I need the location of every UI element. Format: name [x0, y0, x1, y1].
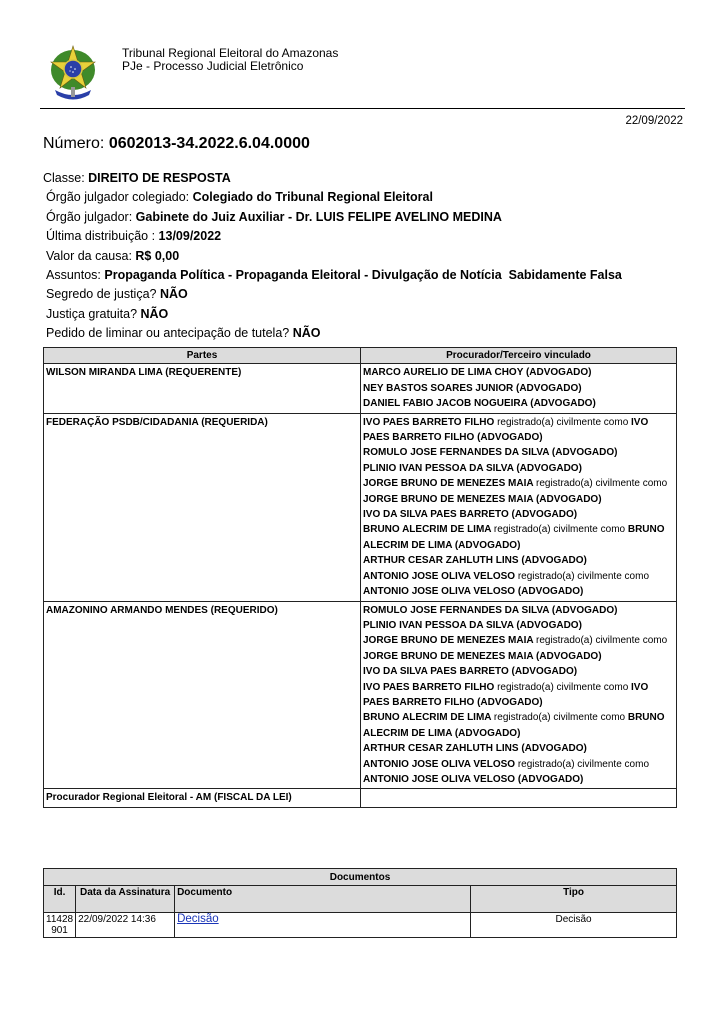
- procuradores-cell: [361, 789, 677, 807]
- field-label: Valor da causa:: [46, 248, 136, 263]
- procuradores-cell: [361, 601, 677, 789]
- table-row: [44, 413, 677, 601]
- field-justica-gratuita: [46, 305, 622, 324]
- procurador-entry: PLINIO IVAN PESSOA DA SILVA (ADVOGADO): [363, 462, 582, 474]
- procurador-entry: [363, 415, 674, 446]
- system-name: PJe - Processo Judicial Eletrônico: [122, 59, 304, 73]
- table-row: [44, 601, 677, 789]
- procurador-entry: ARTHUR CESAR ZAHLUTH LINS (ADVOGADO): [363, 555, 587, 567]
- documentos-title: Documentos: [44, 869, 677, 886]
- procuradores-cell: [361, 364, 677, 413]
- procurador-entry: [363, 476, 674, 507]
- procurador-name: ANTONIO JOSE OLIVA VELOSO: [363, 758, 518, 770]
- registro-civil-note: registrado(a) civilmente como: [497, 681, 632, 693]
- procurador-entry: IVO DA SILVA PAES BARRETO (ADVOGADO): [363, 666, 578, 678]
- registro-civil-note: registrado(a) civilmente como: [517, 570, 650, 582]
- procurador-civil-name: BRUNO ALECRIM DE LIMA (ADVOGADO): [363, 524, 665, 551]
- procurador-name: IVO PAES BARRETO FILHO: [363, 416, 498, 428]
- field-classe: [43, 169, 622, 188]
- field-label: Última distribuição :: [46, 229, 159, 244]
- column-header-documento: Documento: [175, 886, 471, 913]
- parte-name: AMAZONINO ARMANDO MENDES (REQUERIDO): [44, 601, 361, 789]
- process-metadata: [43, 169, 622, 344]
- document-type: Decisão: [471, 913, 677, 938]
- procurador-entry: ROMULO JOSE FERNANDES DA SILVA (ADVOGADO): [363, 447, 618, 459]
- process-number-label: Número:: [43, 135, 105, 152]
- procurador-civil-name: BRUNO ALECRIM DE LIMA (ADVOGADO): [363, 712, 665, 739]
- field-value: Gabinete do Juiz Auxiliar - Dr. LUIS FELIPE AVELINO MEDINA: [135, 209, 502, 224]
- procurador-entry: MARCO AURELIO DE LIMA CHOY (ADVOGADO): [363, 367, 592, 379]
- parte-name: Procurador Regional Eleitoral - AM (FISCAL DA LEI): [44, 789, 361, 807]
- procurador-entry: PLINIO IVAN PESSOA DA SILVA (ADVOGADO): [363, 619, 582, 631]
- registro-civil-note: registrado(a) civilmente como: [535, 635, 668, 647]
- field-orgao-julgador: [46, 208, 622, 227]
- partes-header-row: [44, 348, 677, 364]
- header-divider: [40, 108, 685, 109]
- procurador-entry: [363, 757, 674, 788]
- field-value: NÃO: [159, 287, 188, 302]
- procurador-name: IVO PAES BARRETO FILHO: [363, 681, 498, 693]
- documentos-table: [43, 868, 677, 938]
- procurador-civil-name: ANTONIO JOSE OLIVA VELOSO (ADVOGADO): [363, 586, 584, 598]
- print-date: 22/09/2022: [625, 115, 683, 127]
- field-label: Segredo de justiça?: [46, 287, 160, 302]
- procurador-name: JORGE BRUNO DE MENEZES MAIA: [363, 478, 536, 490]
- procurador-civil-name: IVO PAES BARRETO FILHO (ADVOGADO): [363, 416, 649, 444]
- parte-name: WILSON MIRANDA LIMA (REQUERENTE): [44, 364, 361, 413]
- registro-civil-note: registrado(a) civilmente como: [535, 478, 668, 490]
- field-label: Justiça gratuita?: [46, 306, 141, 321]
- documentos-header-row: [44, 886, 677, 913]
- document-id: [44, 913, 76, 938]
- document-id-part2: 901: [51, 925, 68, 936]
- procurador-entry: NEY BASTOS SOARES JUNIOR (ADVOGADO): [363, 382, 582, 394]
- field-value: NÃO: [292, 326, 321, 341]
- field-value: Propaganda Política - Propaganda Eleitoral - Divulgação de Notícia Sabidamente Falsa: [104, 267, 622, 282]
- field-label: Pedido de liminar ou antecipação de tutela?: [46, 326, 293, 341]
- document-link[interactable]: Decisão: [177, 913, 219, 925]
- table-row: [44, 789, 677, 807]
- parte-name: FEDERAÇÃO PSDB/CIDADANIA (REQUERIDA): [44, 413, 361, 601]
- institution-block: [122, 47, 338, 73]
- process-number: [43, 135, 310, 153]
- field-label: Órgão julgador colegiado:: [46, 190, 193, 205]
- field-value: 13/09/2022: [158, 229, 222, 244]
- field-value: R$ 0,00: [135, 248, 180, 263]
- partes-table: [43, 347, 677, 808]
- field-label: Assuntos:: [46, 267, 105, 282]
- field-assuntos: [46, 266, 622, 285]
- field-value: Colegiado do Tribunal Regional Eleitoral: [192, 190, 433, 205]
- column-header-data-assinatura: Data da Assinatura: [76, 886, 175, 913]
- procurador-entry: [363, 522, 674, 553]
- table-row: [44, 364, 677, 413]
- procurador-civil-name: ANTONIO JOSE OLIVA VELOSO (ADVOGADO): [363, 773, 584, 785]
- procurador-name: BRUNO ALECRIM DE LIMA: [363, 712, 494, 724]
- column-header-partes: Partes: [44, 348, 361, 364]
- procurador-entry: DANIEL FABIO JACOB NOGUEIRA (ADVOGADO): [363, 398, 596, 410]
- procurador-name: ANTONIO JOSE OLIVA VELOSO: [363, 570, 518, 582]
- column-header-tipo: Tipo: [471, 886, 677, 913]
- institution-name: Tribunal Regional Eleitoral do Amazonas: [122, 46, 339, 60]
- table-row: [44, 913, 677, 938]
- procurador-civil-name: JORGE BRUNO DE MENEZES MAIA (ADVOGADO): [363, 650, 602, 662]
- registro-civil-note: registrado(a) civilmente como: [493, 524, 628, 536]
- field-segredo-justica: [46, 285, 622, 304]
- procurador-entry: ARTHUR CESAR ZAHLUTH LINS (ADVOGADO): [363, 743, 587, 755]
- column-header-procurador: Procurador/Terceiro vinculado: [361, 348, 677, 364]
- procurador-civil-name: IVO PAES BARRETO FILHO (ADVOGADO): [363, 681, 649, 708]
- procurador-entry: [363, 569, 674, 600]
- procurador-entry: [363, 710, 674, 741]
- procuradores-cell: [361, 413, 677, 601]
- documentos-title-row: [44, 869, 677, 886]
- procurador-entry: ROMULO JOSE FERNANDES DA SILVA (ADVOGADO): [363, 604, 618, 616]
- field-label: Classe:: [43, 171, 89, 185]
- registro-civil-note: registrado(a) civilmente como: [497, 416, 632, 428]
- procurador-entry: [363, 633, 674, 664]
- procurador-civil-name: JORGE BRUNO DE MENEZES MAIA (ADVOGADO): [363, 493, 602, 505]
- process-number-value: 0602013-34.2022.6.04.0000: [108, 135, 310, 152]
- procurador-name: JORGE BRUNO DE MENEZES MAIA: [363, 635, 536, 647]
- field-value: NÃO: [140, 306, 169, 321]
- field-ultima-distribuicao: [46, 227, 622, 246]
- field-valor-causa: [46, 247, 622, 266]
- document-date: 22/09/2022 14:36: [76, 913, 175, 938]
- registro-civil-note: registrado(a) civilmente como: [517, 758, 650, 770]
- field-pedido-liminar: [46, 324, 622, 343]
- document-link-cell: [175, 913, 471, 938]
- registro-civil-note: registrado(a) civilmente como: [493, 712, 628, 724]
- field-label: Órgão julgador:: [46, 209, 136, 224]
- field-orgao-colegiado: [46, 188, 622, 207]
- partes-body: [44, 364, 677, 807]
- brazil-coat-of-arms-icon: [49, 40, 97, 106]
- procurador-entry: IVO DA SILVA PAES BARRETO (ADVOGADO): [363, 509, 578, 521]
- column-header-id: Id.: [44, 886, 76, 913]
- procurador-entry: [363, 680, 674, 711]
- procurador-name: BRUNO ALECRIM DE LIMA: [363, 524, 494, 536]
- document-header: [0, 0, 720, 110]
- field-value: DIREITO DE RESPOSTA: [88, 171, 231, 185]
- document-id-part1: 11428: [46, 914, 74, 925]
